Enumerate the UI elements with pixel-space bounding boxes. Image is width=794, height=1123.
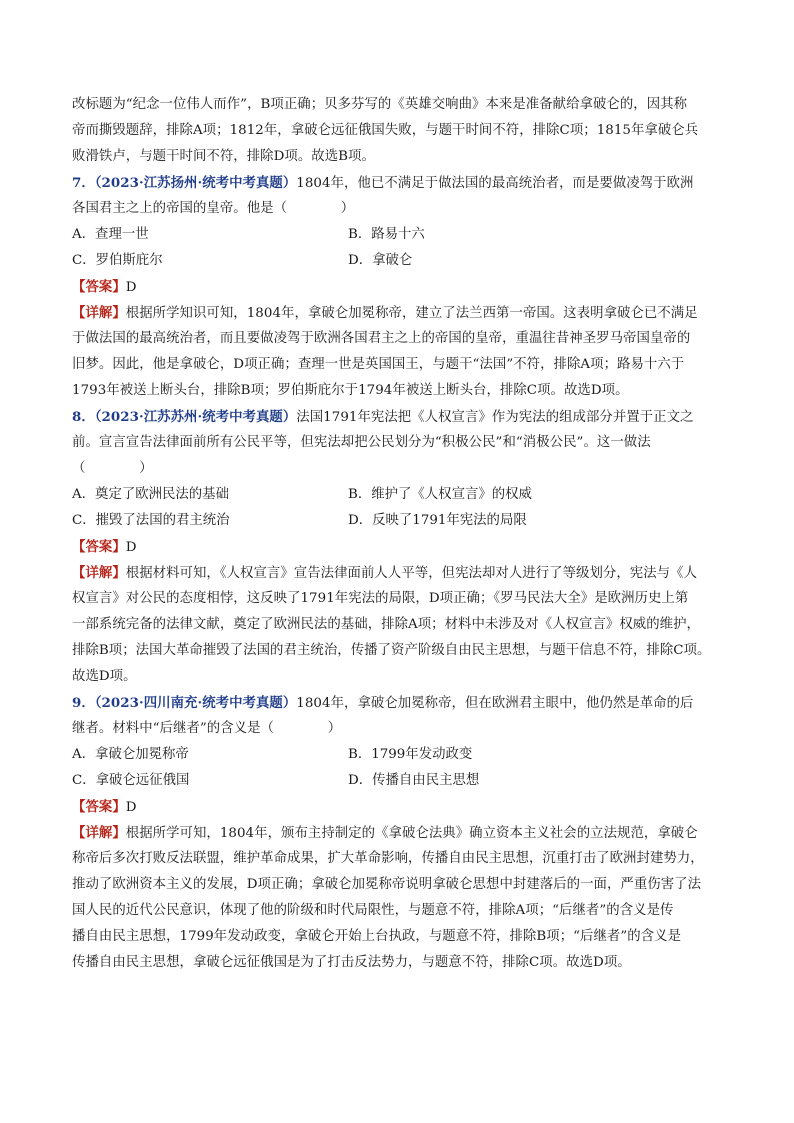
question-source: （2023·四川南充·统考中考真题） bbox=[94, 695, 297, 711]
answer-label: 【答案】 bbox=[72, 539, 126, 555]
explain-line: 排除B项；法国大革命摧毁了法国的君主统治，传播了资产阶级自由民主思想，与题干信息不符，排除C项。 bbox=[72, 643, 711, 658]
option-c: C．拿破仑远征俄国 bbox=[72, 773, 190, 788]
explain-line: 于做法国的最高统治者，而且要做凌驾于欧洲各国君主之上的帝国的皇帝，重温往昔神圣罗马帝国皇帝的 bbox=[72, 331, 691, 346]
text-line: 帝而撕毁题辞，排除A项；1812年，拿破仑远征俄国失败，与题干时间不符，排除C项；1815年拿破仑兵 bbox=[72, 123, 699, 138]
explain-line: 权宣言》对公民的态度相悖，这反映了1791年宪法的局限，D项正确；《罗马民法大全》是欧洲历史上第 bbox=[72, 591, 689, 606]
explain-line: 旧梦。因此，他是拿破仑，D项正确；查理一世是英国国王，与题干“法国”不符，排除A项；路易十六于 bbox=[72, 357, 685, 372]
question-number: 9． bbox=[72, 695, 95, 711]
option-d: D．反映了1791年宪法的局限 bbox=[348, 513, 527, 528]
intro-paragraph bbox=[72, 92, 722, 170]
question-stem-line: 各国君主之上的帝国的皇帝。他是（ ） bbox=[72, 201, 355, 216]
question-stem-line: 前。宣言宣告法律面前所有公民平等，但宪法却把公民划分为“积极公民”和“消极公民”。这一做法 bbox=[72, 435, 651, 450]
option-b: B．1799年发动政变 bbox=[348, 747, 473, 762]
options-row bbox=[72, 482, 722, 508]
answer-value: D bbox=[125, 280, 137, 295]
question-stem-line bbox=[72, 690, 722, 716]
option-d: D．传播自由民主思想 bbox=[348, 773, 480, 788]
explain-label: 【详解】 bbox=[72, 305, 126, 321]
answer-line bbox=[72, 534, 722, 560]
explain-line: 故选D项。 bbox=[72, 669, 137, 684]
explain-line: 国人民的近代公民意识，体现了他的阶级和时代局限性，与题意不符，排除A项；“后继者”的含义是传 bbox=[72, 903, 674, 918]
stem-text: 1804年，拿破仑加冕称帝，但在欧洲君主眼中，他仍然是革命的后 bbox=[296, 696, 694, 711]
explain-text: 根据材料可知，《人权宣言》宣告法律面前人人平等，但宪法却对人进行了等级划分，宪法与《人 bbox=[125, 566, 698, 581]
stem-text: 法国1791年宪法把《人权宣言》作为宪法的组成部分并置于正文之 bbox=[296, 410, 694, 425]
explain-line bbox=[72, 820, 722, 846]
explain-text: 根据所学知识可知，1804年，拿破仑加冕称帝，建立了法兰西第一帝国。这表明拿破仑已不满足 bbox=[125, 306, 698, 321]
explain-text: 根据所学可知，1804年，颁布主持制定的《拿破仑法典》确立资本主义社会的立法规范，拿破仑 bbox=[125, 826, 698, 841]
question-number: 8． bbox=[72, 409, 95, 425]
option-c: C．摧毁了法国的君主统治 bbox=[72, 513, 230, 528]
answer-label: 【答案】 bbox=[72, 279, 126, 295]
answer-label: 【答案】 bbox=[72, 799, 126, 815]
options-row bbox=[72, 768, 722, 794]
options-row bbox=[72, 508, 722, 534]
explain-label: 【详解】 bbox=[72, 565, 126, 581]
question-source: （2023·江苏扬州·统考中考真题） bbox=[94, 175, 297, 191]
answer-line bbox=[72, 794, 722, 820]
option-b: B．维护了《人权宣言》的权威 bbox=[348, 487, 532, 502]
explain-line bbox=[72, 560, 722, 586]
question-9 bbox=[72, 690, 722, 976]
option-a: A．查理一世 bbox=[72, 227, 149, 242]
question-stem-line: （ ） bbox=[72, 461, 153, 476]
answer-value: D bbox=[125, 540, 137, 555]
explain-line: 播自由民主思想，1799年发动政变，拿破仑开始上台执政，与题意不符，排除B项；“后继者”的含义是 bbox=[72, 929, 682, 944]
options-row bbox=[72, 222, 722, 248]
explain-line bbox=[72, 300, 722, 326]
text-line: 改标题为“纪念一位伟人而作”，B项正确；贝多芬写的《英雄交响曲》本来是准备献给拿破仑的，因其称 bbox=[72, 97, 688, 112]
question-number: 7． bbox=[72, 175, 95, 191]
options-row bbox=[72, 248, 722, 274]
question-stem-line bbox=[72, 170, 722, 196]
options-row bbox=[72, 742, 722, 768]
document-page bbox=[72, 92, 722, 976]
explain-line: 1793年被送上断头台，排除B项；罗伯斯庇尔于1794年被送上断头台，排除C项。故选D项。 bbox=[72, 383, 629, 398]
question-stem-line: 继者。材料中“后继者”的含义是（ ） bbox=[72, 721, 342, 736]
explain-label: 【详解】 bbox=[72, 825, 126, 841]
question-source: （2023·江苏苏州·统考中考真题） bbox=[94, 409, 297, 425]
option-c: C．罗伯斯庇尔 bbox=[72, 253, 163, 268]
option-a: A．奠定了欧洲民法的基础 bbox=[72, 487, 229, 502]
explain-line: 称帝后多次打败反法联盟，维护革命成果，扩大革命影响，传播自由民主思想，沉重打击了欧洲封建势力， bbox=[72, 851, 704, 866]
answer-line bbox=[72, 274, 722, 300]
explain-line: 推动了欧洲资本主义的发展，D项正确；拿破仑加冕称帝说明拿破仑思想中封建落后的一面，严重伤害了法 bbox=[72, 877, 702, 892]
option-d: D．拿破仑 bbox=[348, 253, 413, 268]
explain-line: 传播自由民主思想，拿破仑远征俄国是为了打击反法势力，与题意不符，排除C项。故选D项。 bbox=[72, 955, 631, 970]
question-stem-line bbox=[72, 404, 722, 430]
explain-line: 一部系统完备的法律文献，奠定了欧洲民法的基础，排除A项；材料中未涉及对《人权宣言》权威的维护， bbox=[72, 617, 700, 632]
stem-text: 1804年，他已不满足于做法国的最高统治者，而是要做凌驾于欧洲 bbox=[296, 176, 694, 191]
text-line: 败滑铁卢，与题干时间不符，排除D项。故选B项。 bbox=[72, 149, 375, 164]
question-8 bbox=[72, 404, 722, 690]
option-b: B．路易十六 bbox=[348, 227, 425, 242]
option-a: A．拿破仑加冕称帝 bbox=[72, 747, 189, 762]
answer-value: D bbox=[125, 800, 137, 815]
question-7 bbox=[72, 170, 722, 404]
